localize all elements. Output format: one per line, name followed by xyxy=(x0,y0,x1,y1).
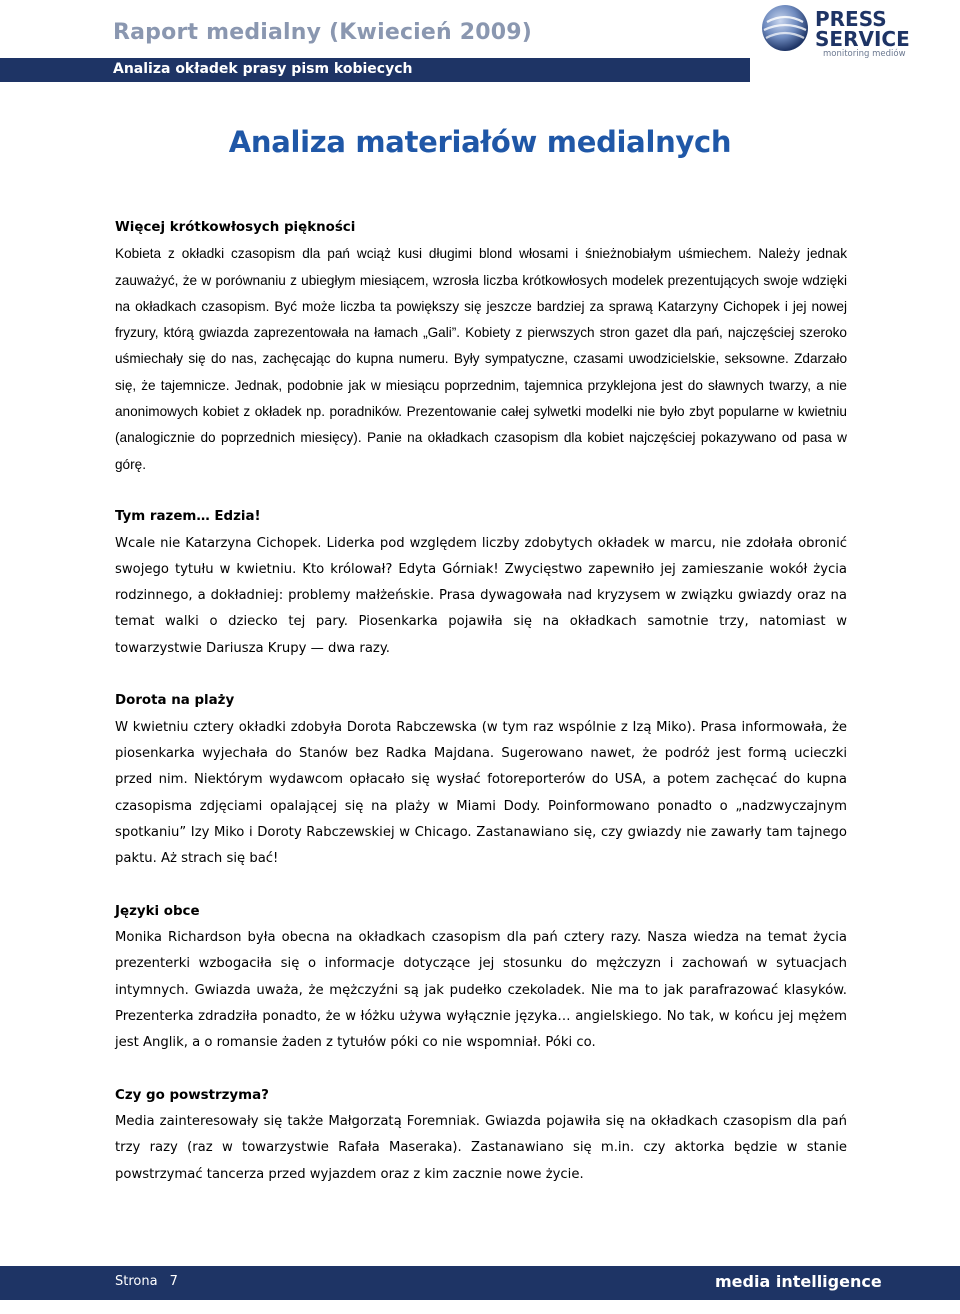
section-heading: Tym razem… Edzia! xyxy=(115,509,261,525)
main-title: Analiza materiałów medialnych xyxy=(228,125,732,159)
report-title: Raport medialny (Kwiecień 2009) xyxy=(113,20,533,45)
footer-brand: media intelligence xyxy=(715,1272,882,1291)
logo-line1: PRESS xyxy=(815,7,887,31)
section xyxy=(115,688,847,872)
footer-bar xyxy=(0,1266,960,1300)
section-heading: Więcej krótkowłosych piękności xyxy=(115,220,356,235)
header-bar xyxy=(0,58,750,82)
section-text: Media zainteresowały się także Małgorzatą Foremniak. Gwiazda pojawiła się na okładkach czasopism dla pań trzy razy (raz w towarzystwie Rafała Maseraka). Zastanawiano się m.in. czy aktorka będzie w stanie powstrzymać tancerza przed wyjazdem oraz z kim zacznie nowe życie. xyxy=(115,1114,847,1182)
page-indicator xyxy=(115,1274,178,1289)
press-service-logo xyxy=(757,2,943,58)
logo-line2: SERVICE xyxy=(815,27,910,51)
page-number: 7 xyxy=(169,1274,178,1289)
section-heading: Czy go powstrzyma? xyxy=(115,1087,269,1103)
section-text: W kwietniu cztery okładki zdobyła Dorota Rabczewska (w tym raz wspólnie z Izą Miko). Prasa informowała, że piosenkarka wyjechała do Stanów bez Radka Majdana. Sugerowano nawet, że podróż jest formą ucieczki przed nim. Niektórym wydawcom opłacało się wysłać fotoreporterów do USA, a potem zachęcać do kupna czasopisma zdjęciami opalającej się na plaży w Miami Dody. Poinformowano ponadto o „nadzwyczajnym spotkaniu” Izy Miko i Doroty Rabczewskiej w Chicago. Zastanawiano się, czy gwiazdy nie zawarły tam tajnego paktu. Aż strach się bać! xyxy=(115,719,847,867)
section-text: Kobieta z okładki czasopism dla pań wciąż kusi długimi blond włosami i śnieżnobiałym uśmiechem. Należy jednak zauważyć, że w porównaniu z ubiegłym miesiącem, wzrosła liczba krótkowłosych modelek prezentujących swoje wdzięki na okładkach czasopism. Być może liczba ta powiększy się jeszcze bardziej za sprawą Katarzyny Cichopek i jej nowej fryzury, którą gwiazda zaprezentowała na łamach „Gali”. Kobiety z pierwszych stron gazet dla pań, najczęściej szeroko uśmiechały się do nas, zachęcając do kupna numeru. Były sympatyczne, czasami uwodzicielskie, seksowne. Zdarzało się, że tajemnicze. Jednak, podobnie jak w miesiącu poprzednim, tajemnica przyklejona jest do sławnych twarzy, a nie anonimowych kobiet z okładek np. poradników. Prezentowanie całej sylwetki modelki nie było zbyt popularne w kwietniu (analogicznie do poprzednich miesięcy). Panie na okładkach czasopism dla kobiet najczęściej pokazywano od pasa w górę. xyxy=(115,246,847,472)
section-text: Monika Richardson była obecna na okładkach czasopism dla pań cztery razy. Nasza wiedza na temat życia prezenterki wzbogaciła się o informacje dotyczące jej stosunku do mężczyzn i zachowań w sytuacjach intymnych. Gwiazda uważa, że mężczyźni są jak pudełko czekoladek. Nie ma to jak parafrazować klasyków. Prezenterka zdradziła ponadto, że w łóżku używa wyłącznie języka… angielskiego. No tak, w końcu jej mężem jest Anglik, a o romansie żaden z tytułów póki co nie wspomniał. Póki co. xyxy=(115,930,847,1051)
page-label: Strona xyxy=(115,1274,158,1289)
section-heading: Języki obce xyxy=(115,903,200,919)
section xyxy=(115,1083,847,1188)
report-subtitle: Analiza okładek prasy pism kobiecych xyxy=(113,61,413,77)
section xyxy=(115,504,847,662)
section-text: Wcale nie Katarzyna Cichopek. Liderka pod względem liczby zdobytych okładek w marcu, nie zdołała obronić swojego tytułu w kwietniu. Kto królował? Edyta Górniak! Zwycięstwo zapewniło jej zamieszanie wokół życia rodzinnego, a dokładniej: problemy małżeńskie. Prasa dywagowała nad kryzysem w związku gwiazdy oraz na temat walki o dziecko tej pary. Piosenkarka pojawiła się na okładkach samotnie trzy, natomiast w towarzystwie Dariusza Krupy — dwa razy. xyxy=(115,535,847,656)
section xyxy=(115,215,847,478)
section xyxy=(115,899,847,1057)
logo-line3: monitoring mediów xyxy=(823,49,906,58)
section-heading: Dorota na plaży xyxy=(115,693,235,709)
article-body xyxy=(115,215,847,1214)
